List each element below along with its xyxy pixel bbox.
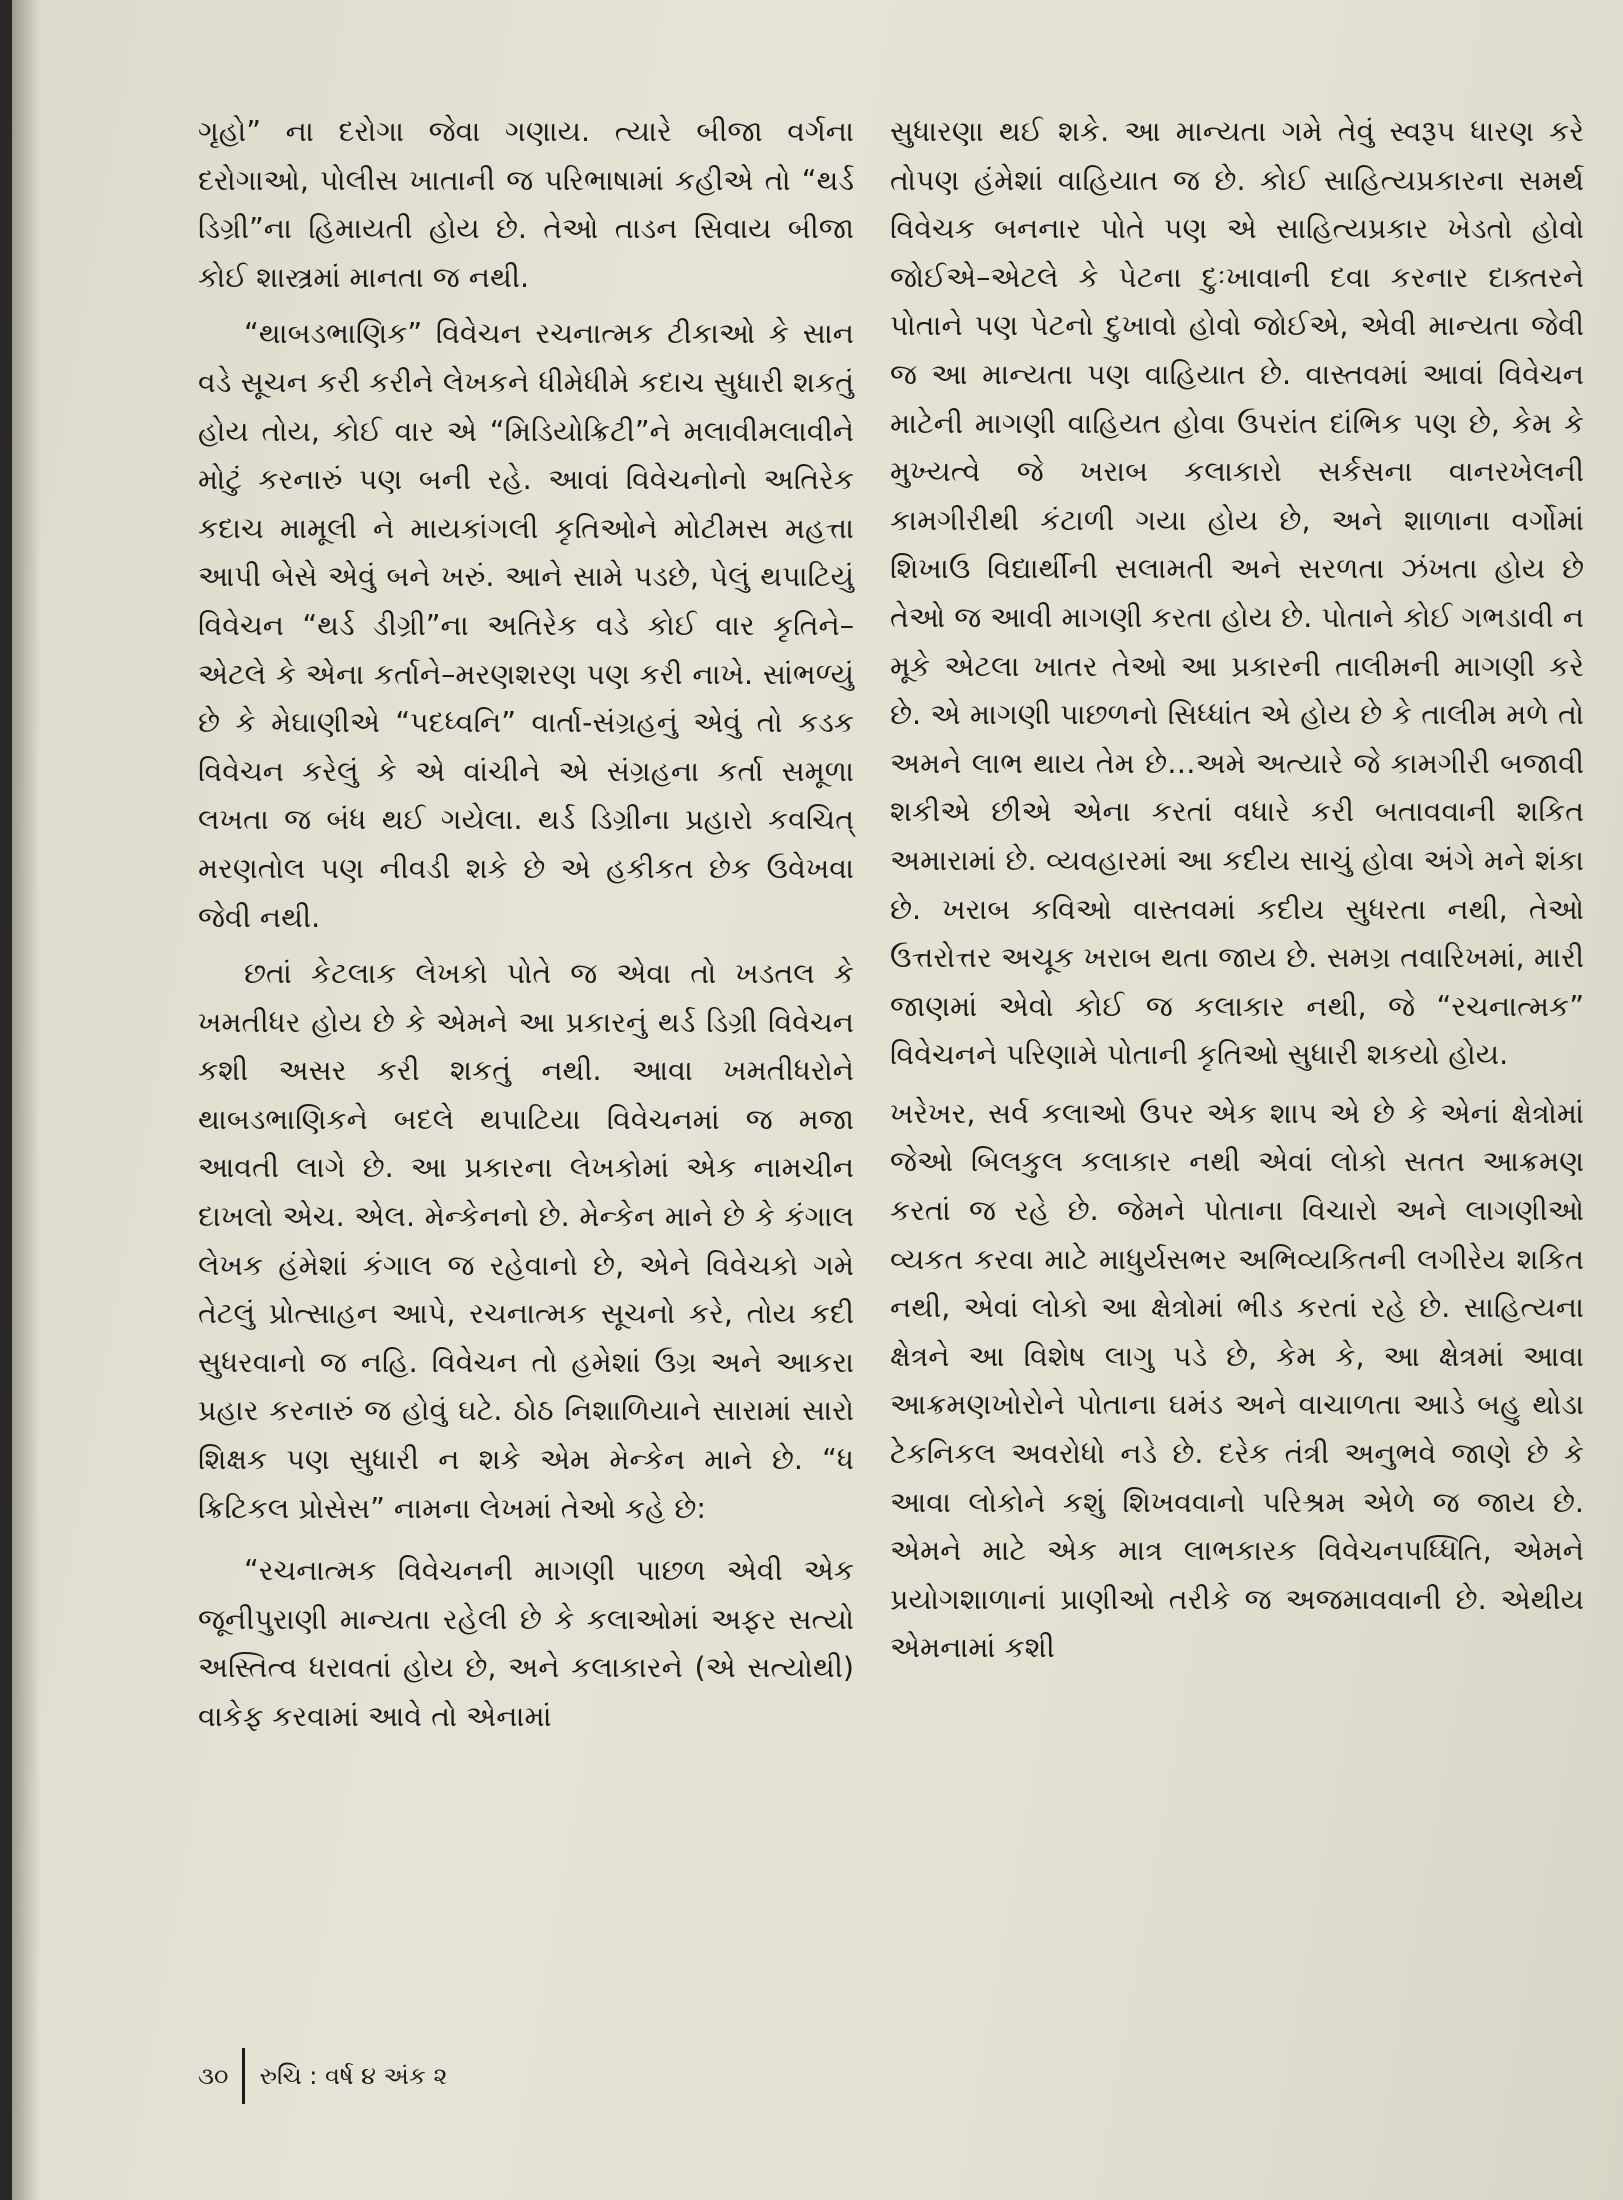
- quote-paragraph: “રચનાત્મક વિવેચનની માગણી પાછળ એવી એક જૂનીપુરાણી માન્યતા રહેલી છે કે કલાઓમાં અફર સત્યો અસ્તિત્વ ધરાવતાં હોય છે, અને કલાકારને (એ સત્યોથી) વાકેફ કરવામાં આવે તો એનામાં: [198, 1554, 854, 1733]
- magazine-page: [12, 0, 1623, 2200]
- right-column: [890, 108, 1584, 1673]
- footer-divider: [242, 2048, 245, 2104]
- journal-issue: રુચિ : વર્ષ ૪ અંક ૨: [259, 2062, 448, 2090]
- paragraph: ખરેખર, સર્વ કલાઓ ઉપર એક શાપ એ છે કે એનાં ક્ષેત્રોમાં જેઓ બિલકુલ કલાકાર નથી એવાં લોકો સતત આક્રમણ કરતાં જ રહે છે. જેમને પોતાના વિચારો અને લાગણીઓ વ્યકત કરવા માટે માધુર્યસભર અભિવ્યકિતની લગીરેય શકિત નથી, એવાં લોકો આ ક્ષેત્રોમાં ભીડ કરતાં રહે છે. સાહિત્યના ક્ષેત્રને આ વિશેષ લાગુ પડે છે, કેમ કે, આ ક્ષેત્રમાં આવા આક્રમણખોરોને પોતાના ઘમંડ અને વાચાળતા આડે બહુ થોડા ટેકનિકલ અવરોધો નડે છે. દરેક તંત્રી અનુભવે જાણે છે કે આવા લોકોને કશું શિખવવાનો પરિશ્રમ એળે જ જાય છે. એમને માટે એક માત્ર લાભકારક વિવેચનપધ્ધિતિ, એમને પ્રયોગશાળાનાં પ્રાણીઓ તરીકે જ અજમાવવાની છે. એથીય એમનામાં કશી: [890, 1096, 1584, 1665]
- paragraph: સુધારણા થઈ શકે. આ માન્યતા ગમે તેવું સ્વરૂપ ધારણ કરે તોપણ હંમેશાં વાહિયાત જ છે. કોઈ સાહિત્યપ્રકારના સમર્થ વિવેચક બનનાર પોતે પણ એ સાહિત્યપ્રકાર ખેડતો હોવો જોઈએ–એટલે કે પેટના દુઃખાવાની દવા કરનાર દાક્તરને પોતાને પણ પેટનો દુખાવો હોવો જોઈએ, એવી માન્યતા જેવી જ આ માન્યતા પણ વાહિયાત છે. વાસ્તવમાં આવાં વિવેચન માટેની માગણી વાહિયત હોવા ઉપરાંત દાંભિક પણ છે, કેમ કે મુખ્યત્વે જે ખરાબ કલાકારો સર્કસના વાનરખેલની કામગીરીથી કંટાળી ગયા હોય છે, અને શાળાના વર્ગોમાં શિખાઉ વિદ્યાર્થીની સલામતી અને સરળતા ઝંખતા હોય છે તેઓ જ આવી માગણી કરતા હોય છે. પોતાને કોઈ ગભડાવી ન મૂકે એટલા ખાતર તેઓ આ પ્રકારની તાલીમની માગણી કરે છે. એ માગણી પાછળનો સિધ્ધાંત એ હોય છે કે તાલીમ મળે તો અમને લાભ થાય તેમ છે…અમે અત્યારે જે કામગીરી બજાવી શકીએ છીએ એના કરતાં વધારે કરી બતાવવાની શકિત અમારામાં છે. વ્યવહારમાં આ કદીય સાચું હોવા અંગે મને શંકા છે. ખરાબ કવિઓ વાસ્તવમાં કદીય સુધરતા નથી, તેઓ ઉત્તરોત્તર અચૂક ખરાબ થતા જાય છે. સમગ્ર તવારિખમાં, મારી જાણમાં એવો કોઈ જ કલાકાર નથી, જે “રચનાત્મક” વિવેચનને પરિણામે પોતાની કૃતિઓ સુધારી શકયો હોય.: [890, 115, 1584, 1072]
- page-footer: [198, 2048, 447, 2104]
- left-column: [198, 108, 854, 1742]
- paragraph: ગૃહો” ના દરોગા જેવા ગણાય. ત્યારે બીજા વર્ગના દરોગાઓ, પોલીસ ખાતાની જ પરિભાષામાં કહીએ તો “થર્ડ ડિગ્રી”ના હિમાયતી હોય છે. તેઓ તાડન સિવાય બીજા કોઈ શાસ્ત્રમાં માનતા જ નથી.: [198, 115, 854, 294]
- binding-shadow: [12, 0, 40, 2200]
- page-number: ૩૦: [198, 2062, 229, 2090]
- paragraph: છતાં કેટલાક લેખકો પોતે જ એવા તો ખડતલ કે ખમતીધર હોય છે કે એમને આ પ્રકારનું થર્ડ ડિગ્રી વિવેચન કશી અસર કરી શકતું નથી. આવા ખમતીધરોને થાબડભાણિકને બદલે થપાટિયા વિવેચનમાં જ મજા આવતી લાગે છે. આ પ્રકારના લેખકોમાં એક નામચીન દાખલો એચ. એલ. મેન્કેનનો છે. મેન્કેન માને છે કે કંગાલ લેખક હંમેશાં કંગાલ જ રહેવાનો છે, એને વિવેચકો ગમે તેટલું પ્રોત્સાહન આપે, રચનાત્મક સૂચનો કરે, તોય કદી સુધરવાનો જ નહિ. વિવેચન તો હમેશાં ઉગ્ર અને આકરા પ્રહાર કરનારું જ હોવું ઘટે. ઠોઠ નિશાળિયાને સારામાં સારો શિક્ષક પણ સુધારી ન શકે એમ મેન્કેન માને છે. “ધ ક્રિટિકલ પ્રોસેસ” નામના લેખમાં તેઓ કહે છે:: [198, 957, 854, 1525]
- paragraph: “થાબડભાણિક” વિવેચન રચનાત્મક ટીકાઓ કે સાન વડે સૂચન કરી કરીને લેખકને ધીમેધીમે કદાચ સુધારી શકતું હોય તોય, કોઈ વાર એ “મિડિયોક્રિટી”ને મલાવીમલાવીને મોટું કરનારું પણ બની રહે. આવાં વિવેચનોનો અતિરેક કદાચ મામૂલી ને માયકાંગલી કૃતિઓને મોટીમસ મહત્તા આપી બેસે એવું બને ખરું. આને સામે પડછે, પેલું થપાટિયું વિવેચન “થર્ડ ડીગ્રી”ના અતિરેક વડે કોઈ વાર કૃતિને–એટલે કે એના કર્તાને–મરણશરણ પણ કરી નાખે. સાંભળ્યું છે કે મેઘાણીએ “પદધ્વનિ” વાર્તા-સંગ્રહનું એવું તો કડક વિવેચન કરેલું કે એ વાંચીને એ સંગ્રહના કર્તા સમૂળા લખતા જ બંધ થઈ ગયેલા. થર્ડ ડિગ્રીના પ્રહારો કવચિત્ મરણતોલ પણ નીવડી શકે છે એ હકીકત છેક ઉવેખવા જેવી નથી.: [198, 317, 854, 934]
